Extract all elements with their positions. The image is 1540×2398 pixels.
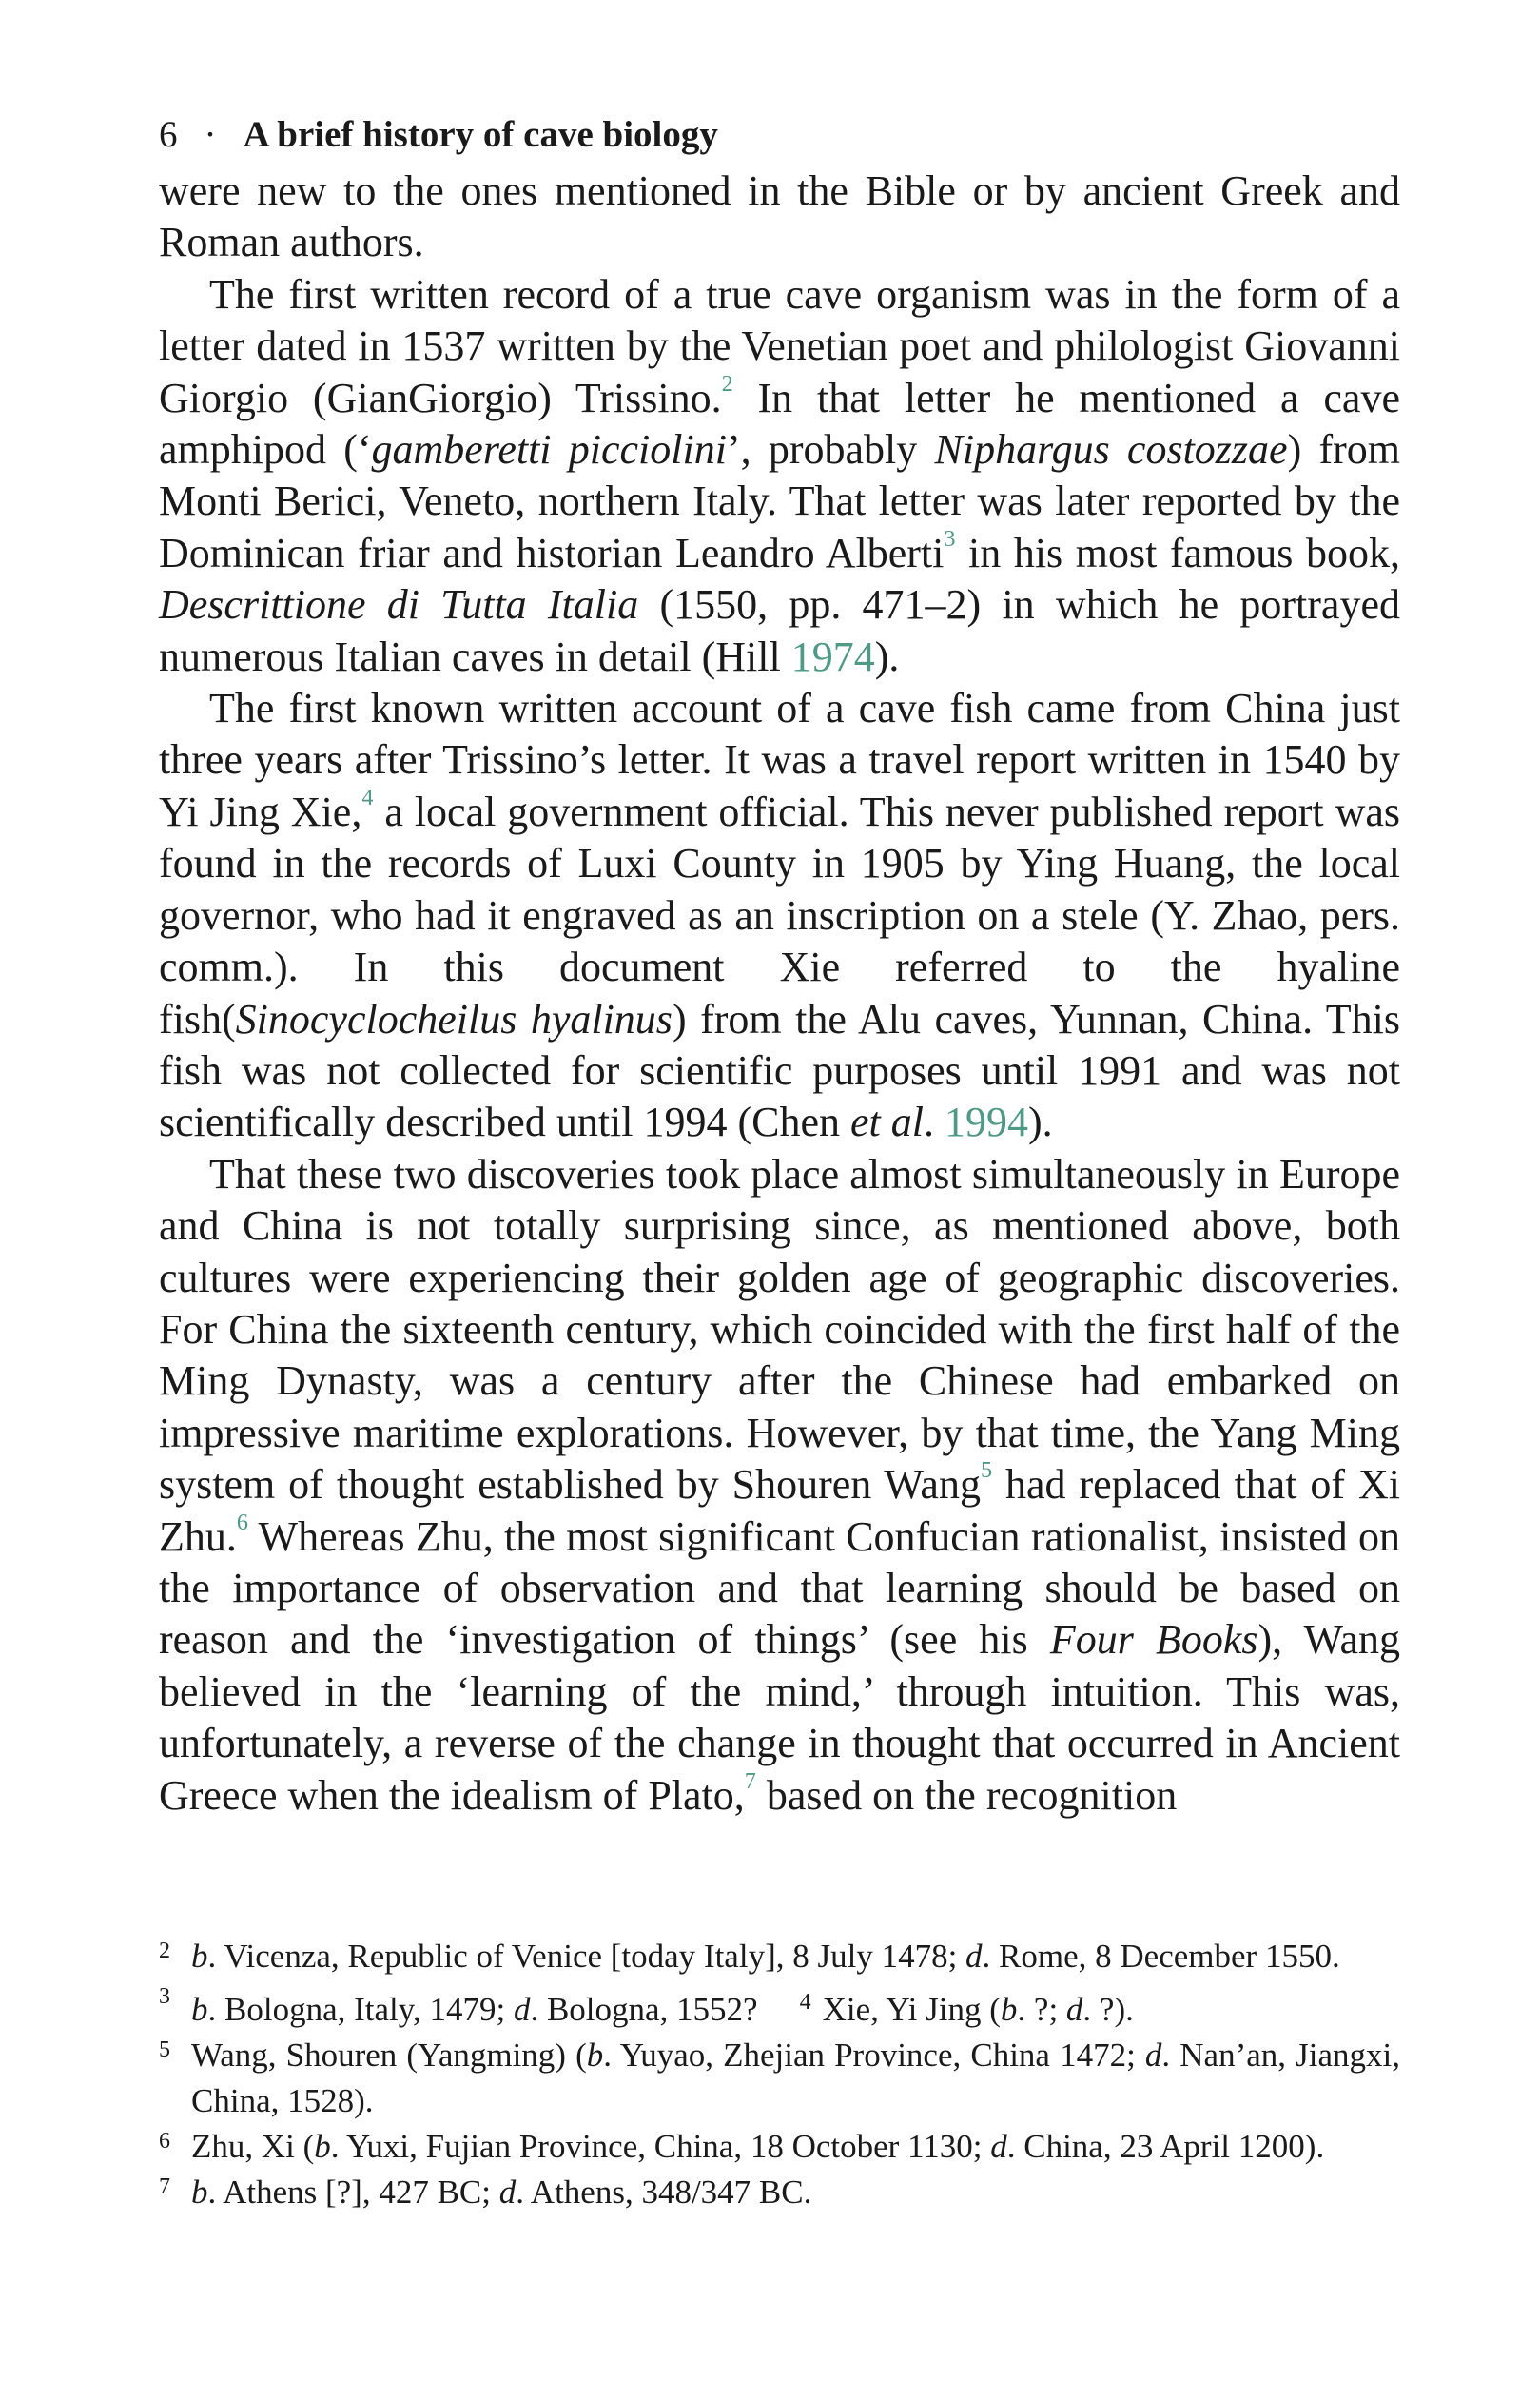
header-separator: · [204,114,217,155]
italic-text: Descrittione di Tutta Italia [159,581,639,629]
text-run: . ?; [1017,1991,1066,2028]
text-run: ). [1028,1099,1053,1146]
text-run: Wang, Shouren (Yangming) ( [191,2037,587,2074]
paragraph [159,1149,1400,1822]
italic-text: b [314,2128,331,2165]
footnote-marker[interactable]: 3 [944,526,956,553]
footnote-number: 2 [159,1939,170,1963]
italic-text: Niphargus costozzae [934,426,1288,474]
chapter-title: A brief history of cave biology [243,114,718,155]
footnote [159,2170,1400,2215]
paragraph [159,683,1400,1149]
text-run: Whereas Zhu, the most significant Confucian rationalist, insisted on the importance of observation and that learning should be based on reason and the ‘investigation of things’ (see his [159,1512,1400,1664]
footnotes [159,1934,1400,2215]
text-run: The first known written account of a cave fish came from China just three years after Trissino’s letter. It was a travel report written in 1540 by Yi Jing Xie, [159,685,1400,835]
italic-text: gamberetti picciolini [371,426,727,474]
text-run: The first written record of a true cave organism was in the form of a letter dated in 1537 written by the Venetian poet and philologist Giovanni Giorgio (GianGiorgio) Trissino. [159,270,1400,421]
footnote-marker[interactable]: 5 [980,1457,993,1484]
footnote-marker[interactable]: 6 [236,1509,248,1535]
paragraph [159,166,1400,269]
citation-link[interactable]: 1994 [945,1099,1029,1146]
footnote-marker[interactable]: 7 [744,1767,756,1794]
italic-text: d [1065,1991,1083,2028]
text-run: ), Wang believed in the ‘learning of the mind,’ through intuition. This was, unfortunately, a reverse of the change in thought that occurred in Ancient Greece when the idealism of Plato, [159,1616,1400,1819]
text-run: . Vicenza, Republic of Venice [today Italy], 8 July 1478; [207,1938,966,1975]
text-run: ) from Monti Berici, Veneto, northern Italy. That letter was later reported by the Dominican friar and historian Leandro Alberti [159,426,1400,576]
italic-text: et al [850,1099,925,1146]
italic-text: Four Books [1049,1616,1258,1664]
footnote-marker[interactable]: 2 [721,370,733,397]
italic-text: b [586,2037,604,2074]
text-run: That these two discoveries took place almost simultaneously in Europe and China is not totally surprising since, as mentioned above, both cultures were experiencing their golden age of geographic discoveries. For China the sixteenth century, which coincided with the first half of the Ming Dynasty, was a century after the Chinese had embarked on impressive maritime explorations. However, by that time, the Yang Ming system of thought established by Shouren Wang [159,1150,1400,1509]
text-run: . Yuyao, Zhejian Province, China 1472; [603,2037,1145,2074]
body-text [159,166,1400,1822]
text-run: . Nan’an, Jiangxi, China, 1528). [191,2037,1400,2119]
footnote [159,2124,1400,2170]
italic-text: d [1144,2037,1162,2074]
italic-text: Sinocyclocheilus hyalinus [235,995,673,1043]
text-run: a local government official. This never published report was found in the records of Luxi County in 1905 by Ying Huang, the local governor, who had it engraved as an inscription on a stele (Y. Zhao, pers. comm.). In this document Xie referred to the hyaline fish( [159,788,1401,1043]
text-run: . Bologna, Italy, 1479; [207,1991,514,2028]
text-run: . Yuxi, Fujian Province, China, 18 October 1130; [330,2128,991,2165]
italic-text: d [513,1991,531,2028]
italic-text: b [191,2174,208,2211]
italic-text: d [965,1938,983,1975]
text-run: . Athens [?], 427 BC; [207,2174,499,2211]
text-run: . Bologna, 1552? [530,1991,758,2028]
footnote-number: 7 [159,2174,170,2199]
italic-text: b [191,1991,208,2028]
citation-link[interactable]: 1974 [790,633,875,680]
italic-text: d [990,2128,1007,2165]
footnote-number: 3 [159,1984,170,2009]
footnote-marker[interactable]: 4 [361,785,374,811]
footnote [159,1979,1400,2033]
page-number: 6 [159,114,178,155]
footnote [159,1934,1400,1979]
footnote-number: 4 [799,1990,811,2015]
italic-text: d [498,2174,517,2211]
text-run: In that letter he mentioned a cave amphipod (‘ [159,374,1400,474]
text-run: Zhu, Xi ( [191,2128,315,2165]
text-run: had replaced that of Xi Zhu. [159,1461,1400,1560]
italic-text: b [1000,1991,1018,2028]
italic-text: b [191,1938,208,1975]
text-run: . China, 23 April 1200). [1006,2128,1325,2165]
text-run: . Athens, 348/347 BC. [516,2174,812,2211]
text-run: . Rome, 8 December 1550. [982,1938,1340,1975]
footnote-number: 6 [159,2129,170,2154]
text-run: . ?). [1082,1991,1134,2028]
text-run: based on the recognition [755,1771,1178,1819]
text-run: in his most famous book, [955,529,1400,576]
running-head [159,107,1400,164]
text-run: . [924,1099,945,1146]
text-run: were new to the ones mentioned in the Bible or by ancient Greek and Roman authors. [159,167,1400,266]
footnote-number: 5 [159,2037,170,2062]
text-run: ). [874,633,900,680]
text-run: Xie, Yi Jing ( [822,1991,1001,2028]
paragraph [159,269,1400,683]
text-run: (1550, pp. 471–2) in which he portrayed numerous Italian caves in detail (Hill [159,581,1400,680]
book-page [159,107,1400,1822]
footnote [159,2033,1400,2124]
text-run: ) from the Alu caves, Yunnan, China. This fish was not collected for scientific purposes until 1991 and was not scientifically described until 1994 (Chen [159,995,1400,1146]
text-run: ’, probably [726,426,935,474]
